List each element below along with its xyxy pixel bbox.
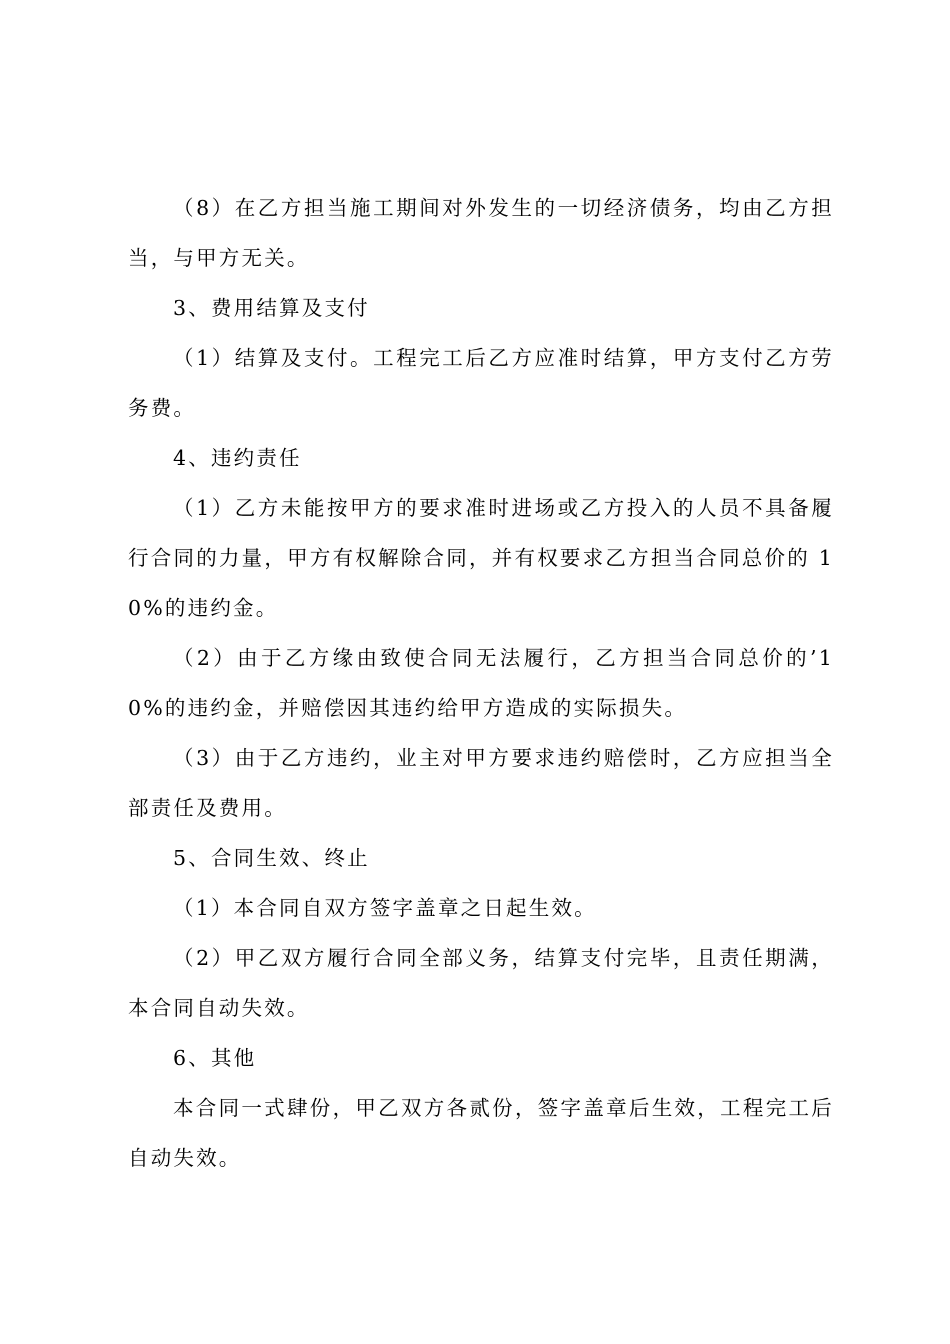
- section-5-heading: 5、合同生效、终止: [173, 846, 370, 870]
- clause-5-2: （2）甲乙双方履行合同全部义务，结算支付完毕，且责任期满，本合同自动失效。: [128, 946, 834, 1020]
- clause-4-3: （3）由于乙方违约，业主对甲方要求违约赔偿时，乙方应担当全部责任及费用。: [128, 746, 834, 820]
- clause-5-1: （1）本合同自双方签字盖章之日起生效。: [173, 896, 597, 920]
- clause-3-1-settlement: （1）结算及支付。工程完工后乙方应准时结算，甲方支付乙方劳务费。: [128, 346, 834, 420]
- document-body: [128, 183, 834, 1183]
- clause-6-other: 本合同一式肆份，甲乙双方各贰份，签字盖章后生效，工程完工后自动失效。: [128, 1096, 834, 1170]
- clause-4-2: （2）由于乙方缘由致使合同无法履行，乙方担当合同总价的’10%的违约金，并赔偿因其违约给甲方造成的实际损失。: [128, 646, 834, 720]
- clause-4-1: （1）乙方未能按甲方的要求准时进场或乙方投入的人员不具备履行合同的力量，甲方有权解除合同，并有权要求乙方担当合同总价的 10%的违约金。: [128, 496, 834, 620]
- section-6-heading: 6、其他: [173, 1046, 257, 1070]
- section-4-heading: 4、违约责任: [173, 446, 302, 470]
- section-3-heading: 3、费用结算及支付: [173, 296, 370, 320]
- clause-8-debts: （8）在乙方担当施工期间对外发生的一切经济债务，均由乙方担当，与甲方无关。: [128, 196, 834, 270]
